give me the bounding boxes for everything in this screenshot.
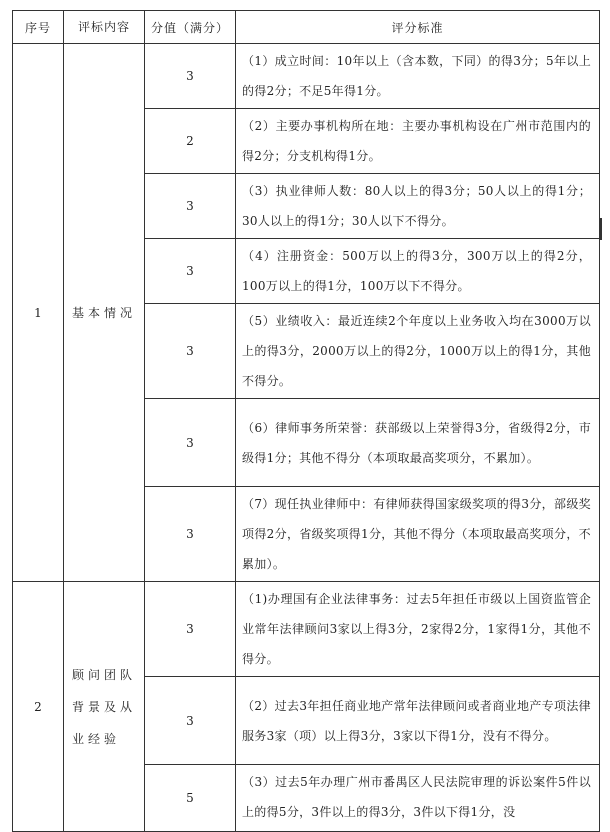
page-edge-mark (600, 218, 602, 240)
table-row (13, 582, 600, 677)
score-cell: 3 (145, 677, 236, 765)
score-cell: 3 (145, 239, 236, 304)
table-row (13, 44, 600, 109)
criteria-cell: （3）执业律师人数：80人以上的得3分；50人以上的得1分；30人以上的得1分；30人以下不得分。 (236, 174, 600, 239)
criteria-cell: （2）主要办事机构所在地：主要办事机构设在广州市范围内的得2分；分支机构得1分。 (236, 109, 600, 174)
criteria-cell: （5）业绩收入：最近连续2个年度以上业务收入均在3000万以上的得3分，2000万以上的得2分，1000万以上的得1分，其他不得分。 (236, 304, 600, 399)
group-number: 2 (13, 582, 64, 832)
score-cell: 3 (145, 487, 236, 582)
score-cell: 3 (145, 399, 236, 487)
score-cell: 3 (145, 304, 236, 399)
group-item: 顾问团队背景及从业经验 (64, 582, 145, 832)
scoring-table (12, 10, 600, 832)
criteria-cell: （1）成立时间：10年以上（含本数，下同）的得3分；5年以上的得2分；不足5年得1分。 (236, 44, 600, 109)
scoring-table-page (12, 10, 600, 832)
score-cell: 5 (145, 765, 236, 832)
score-cell: 2 (145, 109, 236, 174)
criteria-cell: （7）现任执业律师中：有律师获得国家级奖项的得3分，部级奖项得2分，省级奖项得1分，其他不得分（本项取最高奖项分，不累加）。 (236, 487, 600, 582)
group-number: 1 (13, 44, 64, 582)
score-cell: 3 (145, 44, 236, 109)
header-criteria: 评分标准 (236, 11, 600, 44)
criteria-cell: （1)办理国有企业法律事务：过去5年担任市级以上国资监管企业常年法律顾问3家以上得3分，2家得2分，1家得1分，其他不得分。 (236, 582, 600, 677)
score-cell: 3 (145, 174, 236, 239)
criteria-cell: （3）过去5年办理广州市番禺区人民法院审理的诉讼案件5件以上的得5分，3件以上的得3分，3件以下得1分，没 (236, 765, 600, 832)
group-item: 基本情况 (64, 44, 145, 582)
table-header-row (13, 11, 600, 44)
score-cell: 3 (145, 582, 236, 677)
header-item: 评标内容 (64, 11, 145, 44)
criteria-cell: （2）过去3年担任商业地产常年法律顾问或者商业地产专项法律服务3家（项）以上得3分，3家以下得1分，没有不得分。 (236, 677, 600, 765)
criteria-cell: （6）律师事务所荣誉：获部级以上荣誉得3分，省级得2分，市级得1分；其他不得分（本项取最高奖项分，不累加）。 (236, 399, 600, 487)
criteria-cell: （4）注册资金：500万以上的得3分，300万以上的得2分，100万以上的得1分，100万以下不得分。 (236, 239, 600, 304)
header-num: 序号 (13, 11, 64, 44)
header-score: 分值（满分） (145, 11, 236, 44)
